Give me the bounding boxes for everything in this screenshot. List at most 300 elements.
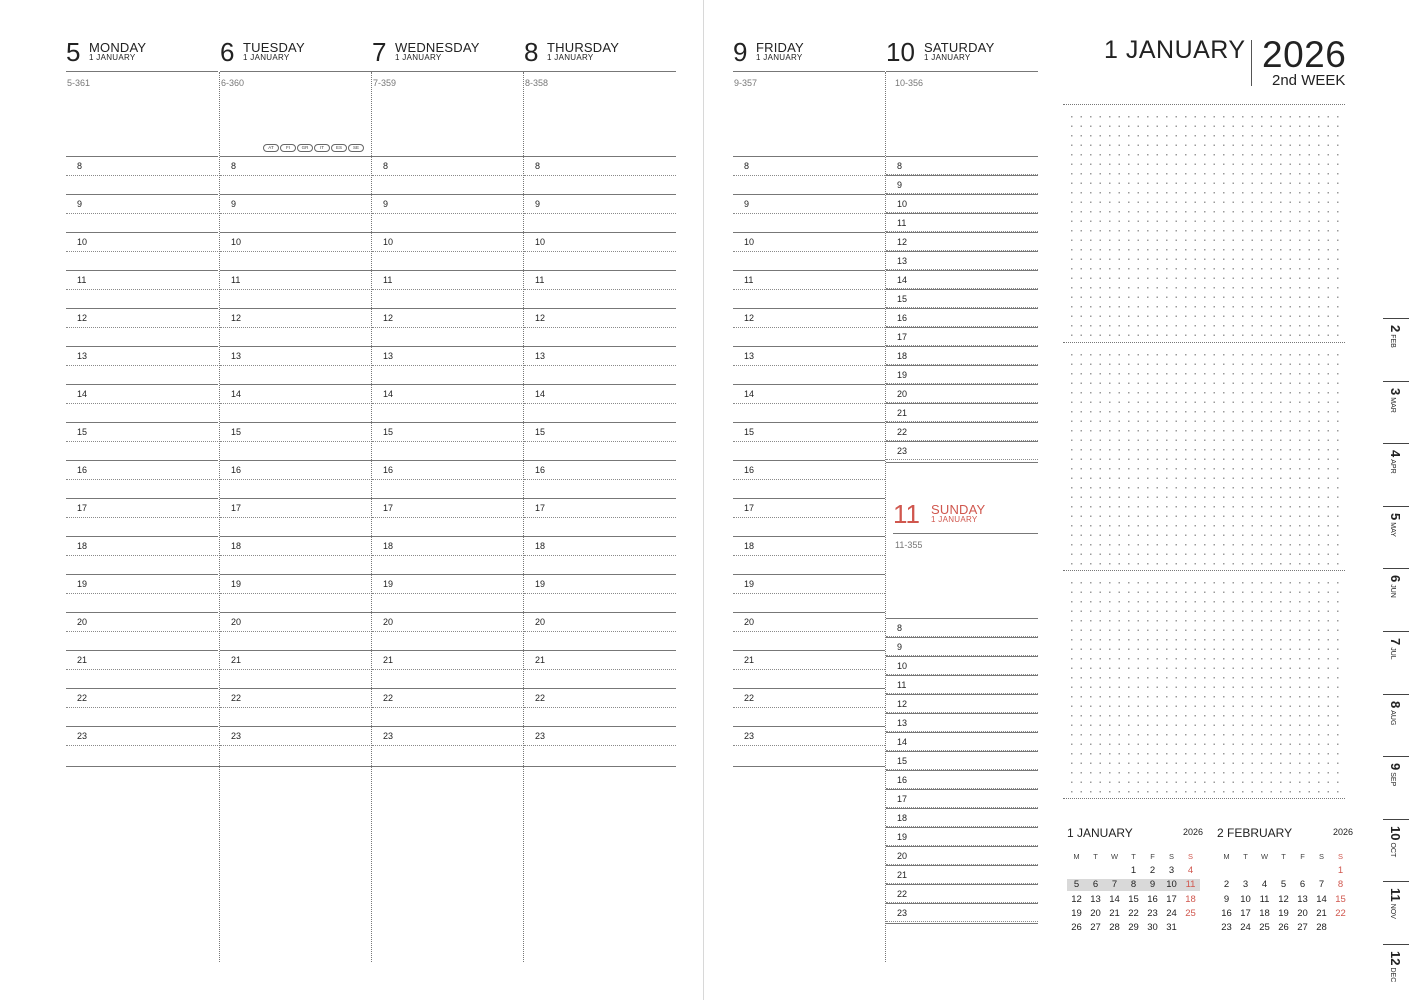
hour-line [886,384,1038,385]
calendar-day[interactable]: 23 [1147,907,1158,919]
hour-label: 13 [535,351,546,361]
hour-label: 13 [383,351,394,361]
hour-line [886,732,1038,733]
hour-dotted-line [220,555,372,556]
calendar-day[interactable]: 25 [1185,907,1196,919]
month-tab-label [1388,388,1403,413]
hour-label: 18 [383,541,394,551]
calendar-day[interactable]: 29 [1128,922,1139,934]
hour-line [524,726,676,727]
month-tab-may[interactable] [1383,506,1409,568]
hour-label: 19 [897,832,908,842]
hour-label: 9 [897,642,903,652]
calendar-day[interactable]: 18 [1259,907,1270,919]
hour-dotted-line [220,403,372,404]
month-tab-nov[interactable] [1383,881,1409,943]
hour-line [220,498,372,499]
hour-line [66,536,218,537]
hour-label: 19 [231,579,242,589]
hour-line [886,441,1038,442]
hour-dotted-line [372,479,524,480]
calendar-day[interactable]: 13 [1297,893,1308,905]
hour-label: 11 [231,275,241,285]
hour-line [886,637,1038,638]
hour-label: 21 [535,655,546,665]
calendar-day[interactable]: 1 [1337,865,1344,876]
hour-dotted-line [733,289,885,290]
calendar-day[interactable]: 5 [1067,879,1086,891]
calendar-day[interactable]: 11 [1181,879,1200,891]
calendar-day[interactable]: 21 [1109,907,1120,919]
hour-dotted-line [733,251,885,252]
calendar-day[interactable]: 7 [1318,879,1325,891]
calendar-day[interactable]: 17 [1166,893,1177,905]
hour-line [733,422,885,423]
day-month: 1 JANUARY [756,53,803,62]
hour-label: 11 [897,680,907,690]
hour-line [66,308,218,309]
hour-label: 21 [744,655,755,665]
hour-label: 16 [383,465,394,475]
hour-line [372,308,524,309]
hour-dotted-line [524,593,676,594]
hour-label: 23 [897,908,908,918]
week-number-label: 2nd WEEK [1272,72,1346,89]
calendar-day[interactable]: 18 [1185,893,1196,905]
hour-label: 22 [744,693,755,703]
hour-dotted-line [524,327,676,328]
hour-label: 23 [77,731,88,741]
calendar-day[interactable]: 28 [1316,922,1327,934]
mini-calendar-week [1217,879,1350,891]
mini-calendar-week [1217,922,1350,934]
month-tab-aug[interactable] [1383,694,1409,756]
calendar-day[interactable]: 26 [1071,922,1082,934]
month-tab-number: 3 [1388,387,1403,395]
month-tab-label [1388,575,1403,598]
hour-dotted-line [220,669,372,670]
hour-line [733,612,885,613]
hour-line [886,675,1038,676]
hour-label: 13 [77,351,88,361]
hour-label: 14 [535,389,546,399]
day-month: 1 JANUARY [243,53,290,62]
hour-label: 19 [535,579,546,589]
calendar-day[interactable] [1255,865,1274,877]
hour-dotted-line [220,365,372,366]
hour-label: 9 [231,199,237,209]
hour-label: 12 [383,313,394,323]
header-rule [66,71,218,72]
calendar-day[interactable]: 20 [1090,907,1101,919]
hour-line [886,808,1038,809]
calendar-day[interactable]: 6 [1299,879,1306,891]
month-tab-number: 7 [1388,638,1403,646]
calendar-day[interactable] [1236,865,1255,877]
notes-section-rule [1063,104,1345,105]
month-tab-dec[interactable] [1383,944,1409,1000]
month-tab-mar[interactable] [1383,381,1409,443]
calendar-day[interactable]: 19 [1278,907,1289,919]
day-name: THURSDAY [547,40,620,55]
hour-dotted-line [66,707,218,708]
month-tab-number: 12 [1388,951,1403,966]
month-tab-abbrev: JUL [1389,647,1396,660]
hour-label: 10 [535,237,546,247]
hour-label: 17 [383,503,394,513]
calendar-day[interactable]: 27 [1297,922,1308,934]
hour-label: 16 [897,775,908,785]
hour-line [220,346,372,347]
calendar-day[interactable] [1331,922,1350,934]
month-tab-feb[interactable] [1383,318,1409,380]
hour-dotted-line [733,745,885,746]
hour-label: 10 [383,237,394,247]
mini-calendar-year: 2026 [1332,827,1353,837]
month-tab-abbrev: MAY [1389,522,1396,537]
hour-line [66,612,218,613]
day-name: SATURDAY [924,40,995,55]
calendar-day[interactable] [1293,865,1312,877]
day-name: WEDNESDAY [395,40,480,55]
month-tab-label [1388,888,1403,919]
hour-line [66,270,218,271]
calendar-day[interactable]: 8 [1337,879,1344,891]
hour-label: 8 [744,161,750,171]
holiday-badge: SE [348,144,364,152]
hour-label: 12 [897,237,908,247]
month-tab-apr[interactable] [1383,443,1409,505]
calendar-day[interactable] [1181,922,1200,934]
weekday-label: T [1281,852,1286,861]
hour-label: 21 [77,655,88,665]
hour-label: 14 [383,389,394,399]
hour-label: 12 [77,313,88,323]
hour-dotted-line [372,327,524,328]
month-index-tabs [1383,318,1409,1000]
hour-line [220,688,372,689]
hour-line [886,175,1038,176]
hour-label: 10 [897,661,908,671]
hour-dotted-line [733,479,885,480]
calendar-day[interactable]: 9 [1223,893,1230,905]
weekday-label: W [1110,852,1119,861]
hour-line [66,422,218,423]
month-tab-abbrev: SEP [1389,772,1396,787]
hour-label: 18 [897,813,908,823]
hour-line [886,308,1038,309]
calendar-day[interactable]: 28 [1109,922,1120,934]
mini-calendar-year: 2026 [1182,827,1203,837]
month-tab-jun[interactable] [1383,568,1409,630]
hour-line [886,903,1038,904]
hour-label: 22 [897,427,908,437]
mini-calendar-week [1217,894,1350,906]
hour-line [66,346,218,347]
hour-label: 18 [77,541,88,551]
month-tab-label [1388,951,1403,982]
hour-label: 10 [77,237,88,247]
hour-label: 18 [744,541,755,551]
hour-dotted-line [733,365,885,366]
day-number: 5 [66,37,81,67]
day-number: 6 [220,37,235,67]
hour-dotted-line [66,555,218,556]
day-number: 10 [886,37,915,67]
calendar-day[interactable]: 12 [1278,893,1289,905]
hour-label: 23 [744,731,755,741]
mini-calendar-weekdays [1067,852,1200,861]
hour-line [220,726,372,727]
weekday-label: M [1223,852,1230,861]
hour-label: 20 [77,617,88,627]
calendar-day[interactable]: 2 [1149,865,1156,876]
hour-label: 17 [231,503,242,513]
hour-label: 15 [231,427,242,437]
hour-line [886,346,1038,347]
header-divider [1251,40,1252,86]
hour-label: 14 [897,737,908,747]
hour-dotted-line [524,631,676,632]
holiday-badge: GR [297,144,313,152]
hour-dotted-line [220,707,372,708]
hour-dotted-line [66,441,218,442]
hour-line [372,574,524,575]
calendar-day[interactable]: 26 [1278,922,1289,934]
month-tab-label [1388,763,1403,786]
hour-line [886,656,1038,657]
hour-line [524,650,676,651]
weekday-label: F [1300,852,1305,861]
hour-dotted-line [66,327,218,328]
hour-label: 19 [897,370,908,380]
calendar-day[interactable]: 1 [1130,865,1137,876]
day-name: SUNDAY [931,502,986,517]
month-tab-abbrev: MAR [1389,396,1396,413]
hour-dotted-line [220,289,372,290]
hour-label: 22 [535,693,546,703]
holiday-badge: FI [280,144,296,152]
hour-label: 18 [535,541,546,551]
month-tab-number: 8 [1388,700,1403,708]
hour-dotted-line [733,213,885,214]
month-tab-jul[interactable] [1383,631,1409,693]
calendar-day[interactable]: 11 [1259,893,1270,905]
calendar-day[interactable]: 30 [1147,922,1158,934]
hour-dotted-line [66,479,218,480]
hour-line [886,422,1038,423]
day-of-year-code: 5-361 [67,78,91,88]
day-month: 1 JANUARY [395,53,442,62]
hour-line [220,460,372,461]
calendar-day[interactable]: 9 [1143,879,1162,891]
hour-dotted-line [220,479,372,480]
calendar-day[interactable]: 23 [1221,922,1232,934]
hour-dotted-line [66,593,218,594]
hour-label: 22 [897,889,908,899]
column-separator [219,72,220,962]
hour-label: 12 [231,313,242,323]
hour-label: 23 [231,731,242,741]
hour-dotted-line [220,745,372,746]
hour-label: 16 [897,313,908,323]
calendar-day[interactable]: 6 [1086,879,1105,891]
hour-line [886,865,1038,866]
mini-calendar-week [1067,894,1200,906]
calendar-day[interactable]: 14 [1316,893,1327,905]
hour-line [372,346,524,347]
day-of-year-code: 7-359 [373,78,397,88]
calendar-day[interactable] [1274,865,1293,877]
hour-dotted-line [220,327,372,328]
hour-label: 20 [535,617,546,627]
calendar-day[interactable]: 8 [1124,879,1143,891]
hour-line [886,289,1038,290]
calendar-day[interactable]: 24 [1240,922,1251,934]
day-header [524,38,676,70]
month-tab-abbrev: JUN [1389,584,1396,599]
hour-line [524,536,676,537]
hour-label: 20 [744,617,755,627]
dot-grid-notes[interactable] [1063,574,1345,796]
calendar-day[interactable]: 10 [1240,893,1251,905]
hour-dotted-line [66,251,218,252]
calendar-day[interactable]: 3 [1168,865,1175,876]
calendar-day[interactable] [1312,865,1331,877]
day-of-year-code: 10-356 [895,78,924,88]
hour-line [886,327,1038,328]
calendar-day[interactable]: 16 [1221,907,1232,919]
hour-dotted-line [372,593,524,594]
day-header [372,38,524,70]
hour-label: 22 [383,693,394,703]
calendar-day[interactable]: 4 [1187,865,1194,876]
hour-dotted-line [66,289,218,290]
calendar-day[interactable]: 2 [1223,879,1230,891]
hour-line [220,612,372,613]
hour-line [886,789,1038,790]
hour-line [733,574,885,575]
calendar-day[interactable]: 24 [1166,907,1177,919]
calendar-day[interactable]: 17 [1240,907,1251,919]
calendar-day[interactable]: 16 [1147,893,1158,905]
hour-label: 12 [535,313,546,323]
hour-dotted-line [372,669,524,670]
hour-line [886,751,1038,752]
hour-label: 11 [77,275,87,285]
hour-label: 12 [744,313,755,323]
calendar-day[interactable]: 13 [1090,893,1101,905]
calendar-day[interactable]: 14 [1109,893,1120,905]
day-of-year-code: 8-358 [525,78,549,88]
header-rule [893,533,1038,534]
calendar-day[interactable]: 19 [1071,907,1082,919]
calendar-day[interactable]: 21 [1316,907,1327,919]
holiday-badge: ES [331,144,347,152]
notes-section-rule [1063,342,1345,343]
calendar-day[interactable]: 25 [1259,922,1270,934]
calendar-day[interactable]: 27 [1090,922,1101,934]
hour-line [524,688,676,689]
hour-line [372,688,524,689]
calendar-day[interactable]: 20 [1297,907,1308,919]
calendar-day[interactable] [1086,865,1105,877]
calendar-day[interactable]: 22 [1335,907,1346,919]
hour-line [66,688,218,689]
hour-line [886,270,1038,271]
weekday-label: M [1073,852,1080,861]
month-tab-oct[interactable] [1383,819,1409,881]
hour-dotted-line [524,441,676,442]
calendar-day[interactable] [1217,865,1236,877]
month-tab-label [1388,638,1403,660]
calendar-day[interactable]: 5 [1280,879,1287,891]
hour-line [524,232,676,233]
hour-label: 17 [897,794,908,804]
hour-label: 13 [744,351,755,361]
month-tab-abbrev: APR [1389,459,1396,474]
holiday-badges [263,144,364,152]
month-tab-sep[interactable] [1383,756,1409,818]
calendar-day[interactable]: 4 [1261,879,1268,891]
hour-line [886,156,1038,157]
hour-line [733,460,885,461]
calendar-day[interactable]: 31 [1166,922,1177,934]
hour-label: 18 [897,351,908,361]
hour-line [733,308,885,309]
hour-line [372,270,524,271]
hour-label: 17 [897,332,908,342]
notes-section-rule [1063,570,1345,571]
hour-label: 12 [897,699,908,709]
calendar-day[interactable]: 7 [1105,879,1124,891]
calendar-day[interactable]: 12 [1071,893,1082,905]
hour-label: 21 [231,655,242,665]
hour-line [733,650,885,651]
calendar-day[interactable]: 15 [1128,893,1139,905]
hour-line [66,574,218,575]
calendar-day[interactable]: 10 [1162,879,1181,891]
calendar-day[interactable]: 15 [1335,893,1346,905]
hour-dotted-line [733,517,885,518]
bottom-rule [733,766,885,767]
hour-line [524,574,676,575]
calendar-day[interactable]: 3 [1242,879,1249,891]
hour-line [886,232,1038,233]
hour-dotted-line [524,289,676,290]
hour-dotted-line [372,365,524,366]
hour-dotted-line [733,707,885,708]
hour-dotted-line [524,365,676,366]
hour-dotted-line [372,517,524,518]
calendar-day[interactable] [1105,865,1124,877]
day-name: FRIDAY [756,40,804,55]
hour-dotted-line [524,669,676,670]
calendar-day[interactable]: 22 [1128,907,1139,919]
month-tab-abbrev: AUG [1389,709,1396,725]
hour-line [886,770,1038,771]
dot-grid-notes[interactable] [1063,346,1345,567]
column-separator [371,72,372,962]
hour-label: 11 [744,275,754,285]
calendar-day[interactable] [1067,865,1086,877]
hour-line [372,498,524,499]
weekday-label: T [1131,852,1136,861]
hour-dotted-line [733,631,885,632]
hour-dotted-line [220,213,372,214]
dot-grid-notes[interactable] [1063,108,1345,338]
weekday-label: S [1318,852,1324,861]
